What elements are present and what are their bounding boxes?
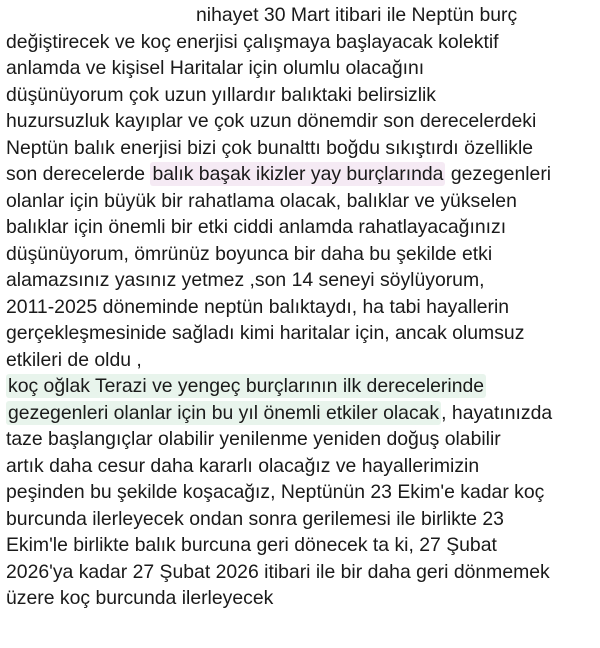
- text-line-14: etkileri de oldu ,: [6, 348, 142, 371]
- text-line-23: üzere koç burcunda ilerleyecek: [6, 587, 274, 609]
- text-line-15: [6, 373, 600, 400]
- text-line-13: gerçekleşmesinide sağladı kimi haritalar için, ancak olumsuz: [6, 322, 525, 344]
- text-line-3: anlamda ve kişisel Haritalar için olumlu olacağını: [6, 57, 425, 79]
- text-line-18: artık daha cesur daha kararlı olacağız ve hayallerimizin: [6, 454, 480, 477]
- highlighted-text-green[interactable]: gezegenleri olanlar için bu yıl önemli etkiler olacak: [8, 401, 440, 424]
- text-line-9: balıklar için önemli bir etki ciddi anlamda rahatlayacağınızı: [6, 216, 507, 238]
- text-line-11: alamazsınız yasınız yetmez ,son 14 seneyi söylüyorum,: [6, 269, 485, 291]
- text-line-6: Neptün balık enerjisi bizi çok bunalttı boğdu sıkıştırdı özellikle: [6, 136, 534, 159]
- text-line-5: huzursuzluk kayıplar ve çok uzun dönemdir son derecelerdeki: [6, 110, 537, 132]
- text-segment: gezegenleri: [445, 163, 552, 185]
- text-segment: son derecelerde: [6, 163, 151, 185]
- text-segment: , hayatınızda: [441, 401, 553, 424]
- text-line-17: taze başlangıçlar olabilir yenilenme yeniden doğuş olabilir: [6, 428, 501, 450]
- text-line-22: 2026'ya kadar 27 Şubat 2026 itibari ile bir daha geri dönmemek: [6, 560, 550, 583]
- text-line-21: Ekim'le birlikte balık burcuna geri dönecek ta ki, 27 Şubat: [6, 534, 497, 556]
- text-line-16: [6, 400, 600, 427]
- text-line-4: düşünüyorum çok uzun yıllardır balıktaki belirsizlik: [6, 83, 437, 106]
- text-line-20: burcunda ilerleyecek ondan sonra gerilemesi ile birlikte 23: [6, 507, 504, 530]
- text-line-19: peşinden bu şekilde koşacağız, Neptünün 23 Ekim'e kadar koç: [6, 481, 545, 503]
- highlighted-text-pink[interactable]: balık başak ikizler yay burçlarında: [152, 163, 444, 185]
- text-line-7: [6, 161, 600, 188]
- highlighted-text-green[interactable]: koç oğlak Terazi ve yengeç burçlarının ilk derecelerinde: [8, 375, 485, 397]
- text-line-2: değiştirecek ve koç enerjisi çalışmaya başlayacak kolektif: [6, 30, 499, 53]
- text-line-12: 2011-2025 döneminde neptün balıktaydı, ha tabi hayallerin: [6, 295, 510, 318]
- text-line-8: olanlar için büyük bir rahatlama olacak, balıklar ve yükselen: [6, 189, 517, 212]
- text-line-1: nihayet 30 Mart itibari ile Neptün burç: [196, 4, 518, 26]
- text-line-10: düşünüyorum, ömrünüz boyunca bir daha bu şekilde etki: [6, 242, 493, 265]
